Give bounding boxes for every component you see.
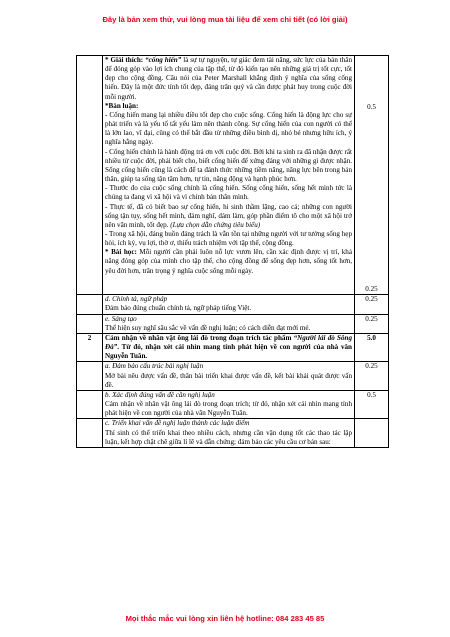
table-row — [77, 295, 389, 314]
criterion-title: e. Sáng tạo — [105, 314, 137, 323]
table-row — [77, 362, 389, 390]
score-cell — [355, 295, 389, 314]
criterion-title: d. Chính tả, ngữ pháp — [105, 295, 168, 304]
criterion-text: Thể hiện suy nghĩ sâu sắc về vấn đề nghị luận; có cách diễn đạt mới mẻ. — [105, 323, 311, 332]
content-cell — [103, 390, 355, 418]
table-row — [77, 419, 389, 447]
question-text-a: Cảm nhận về nhân vật ông lái đò trong đoạn trích tác phẩm — [105, 333, 294, 342]
score-value: 0.5 — [367, 103, 376, 111]
criterion-text: Mở bài nêu được vấn đề, thân bài triển khai được vấn đề, kết bài khái quát được vấn đề. — [105, 371, 352, 389]
question-number-cell: 2 — [77, 333, 103, 361]
score-cell — [355, 390, 389, 418]
question-number-cell — [77, 362, 103, 390]
score-cell — [355, 362, 389, 390]
criterion-title: c. Triển khai vấn đề nghị luận thành các luận điểm — [105, 419, 250, 428]
discussion-point — [105, 203, 352, 230]
question-number-cell — [77, 390, 103, 418]
hotline-banner: Mọi thắc mắc vui lòng xin liên hệ hotline: 084 283 45 85 — [125, 614, 325, 623]
criterion-text: Đảm bảo đúng chuẩn chính tả, ngữ pháp tiếng Việt. — [105, 304, 252, 313]
question-number-cell — [77, 314, 103, 333]
criterion-text: Cảm nhận về nhân vật ông lái đò trong đoạn trích; từ đó, nhận xét cái nhìn mang tính phát hiện về con người của nhà văn Nguyễn Tuân. — [105, 400, 352, 418]
question-text — [105, 334, 352, 361]
criterion-title: b. Xác định đúng vấn đề cần nghị luận — [105, 390, 215, 399]
question-text-b: . Từ đó, nhận xét cái nhìn mang tính phát hiện về con người của nhà văn Nguyễn Tuân. — [105, 343, 352, 361]
preview-banner: Đây là bản xem thử, vui lòng mua tài liệu để xem chi tiết (có lời giải) — [102, 15, 348, 24]
table-row — [77, 333, 389, 361]
discussion-label: *Bàn luận: — [105, 101, 139, 110]
question-number-cell — [77, 419, 103, 447]
content-cell — [103, 419, 355, 447]
answer-key-table — [76, 55, 389, 448]
criterion-title: a. Đảm bảo cấu trúc bài nghị luận — [105, 362, 204, 371]
score-value: 0.25 — [365, 314, 378, 323]
evidence-note: (Lựa chọn dẫn chứng tiêu biểu) — [168, 220, 261, 229]
explanation-text: là sự tự nguyện, tự giác đem tài năng, sức lực của bản thân để đóng góp vào lợi ích chung của tập thể, từ đó kiến tạo nên những giá trị tốt cực, tốt đẹp cho cộng đồng. Câu nói của Peter Marshall khẳng định ý nghĩa của sống cống hiến. Đây là một đức tính tốt đẹp, đáng trân quý và cần được phát huy trong cuộc đời mỗi người. — [105, 56, 353, 101]
discussion-point: - Cống hiến chính là hành động trả ơn với cuộc đời. Bởi khi ta sinh ra đã nhận được rất nhiều từ cuộc đời, phải biết cho, biết cống hiến để xứng đáng với những gì được nhận. Sống cống hiến cũng là cách để ta đánh thức những tiềm năng, năng lực bên trong bản thân, giúp ta sống tận tâm hơn, tự tin, năng động và hạnh phúc hơn. — [105, 147, 352, 184]
score-value: 0.25 — [365, 295, 378, 304]
score-cell — [355, 419, 389, 447]
score-cell — [355, 314, 389, 333]
question-number-cell — [77, 56, 103, 295]
discussion-point: - Trong xã hội, đáng buồn đáng trách là vẫn tồn tại những người với tư tưởng sống hẹp hòi, ích kỷ, vụ lợi, thờ ơ, thiếu trách nhiệm với tập thể, cộng đồng. — [105, 229, 352, 248]
score-value: 0.25 — [365, 285, 378, 294]
question-number-cell — [77, 295, 103, 314]
score-cell — [355, 333, 389, 361]
explanation-paragraph — [105, 56, 352, 102]
content-cell — [103, 314, 355, 333]
score-value: 5.0 — [367, 333, 376, 342]
content-cell — [103, 295, 355, 314]
content-cell — [103, 362, 355, 390]
table-row — [77, 390, 389, 418]
discussion-point: - Cống hiến mang lại nhiều điều tốt đẹp cho cuộc sống. Cống hiến là động lực cho sự phát triển và là yếu tố tất yếu làm nên thành công. Sự cống hiến của con người có thể là lớn lao, vĩ đại, cũng có thể bắt đầu từ những điều bình dị, nhỏ bé nhưng hữu ích, ý nghĩa hằng ngày. — [105, 110, 352, 147]
lesson-label: * Bài học: — [105, 248, 137, 257]
discussion-point-text: - Thực tế, đã có biết bao sự cống hiến, hi sinh thầm lặng, cao cả; những con người sống tận tụy, sống hết mình, đảm nghĩ, dám làm, góp phần điểm tô cho một xã hội trở nên văn minh, tốt đẹp. — [105, 202, 352, 229]
discussion-point: - Thước đo của cuộc sống chính là cống hiến. Sống cống hiến, sống hết mình tức là chúng ta đang vì xã hội và vì chính bản thân mình. — [105, 184, 352, 202]
question-cell — [103, 333, 355, 361]
lesson-paragraph — [105, 248, 352, 275]
score-value: 0.5 — [367, 390, 376, 399]
content-cell — [103, 56, 355, 295]
explanation-quote: “cống hiến” — [143, 56, 182, 64]
score-cell — [355, 56, 389, 295]
table-row — [77, 314, 389, 333]
score-value: 0.25 — [365, 362, 378, 371]
work-title: “Người lái đò Sông Đà” — [105, 333, 352, 352]
lesson-text: Mỗi người cần phải luôn nỗ lực vươn lên, cần xác định được vị trí, khả năng đóng góp của mình cho tập thể, cho cộng đồng để sống đẹp hơn, sống tốt hơn, yêu đời hơn, trân trọng ý nghĩa cuộc sống mỗi ngày. — [105, 248, 352, 275]
criterion-text: Thí sinh có thể triển khai theo nhiều cách, nhưng cần vận dụng tốt các thao tác lập luận, kết hợp chặt chẽ giữa lí lẽ và dẫn chứng; đảm bảo các yêu cầu cơ bản sau: — [105, 428, 352, 446]
table-row — [77, 56, 389, 295]
explanation-label: * Giải thích: — [105, 56, 144, 64]
